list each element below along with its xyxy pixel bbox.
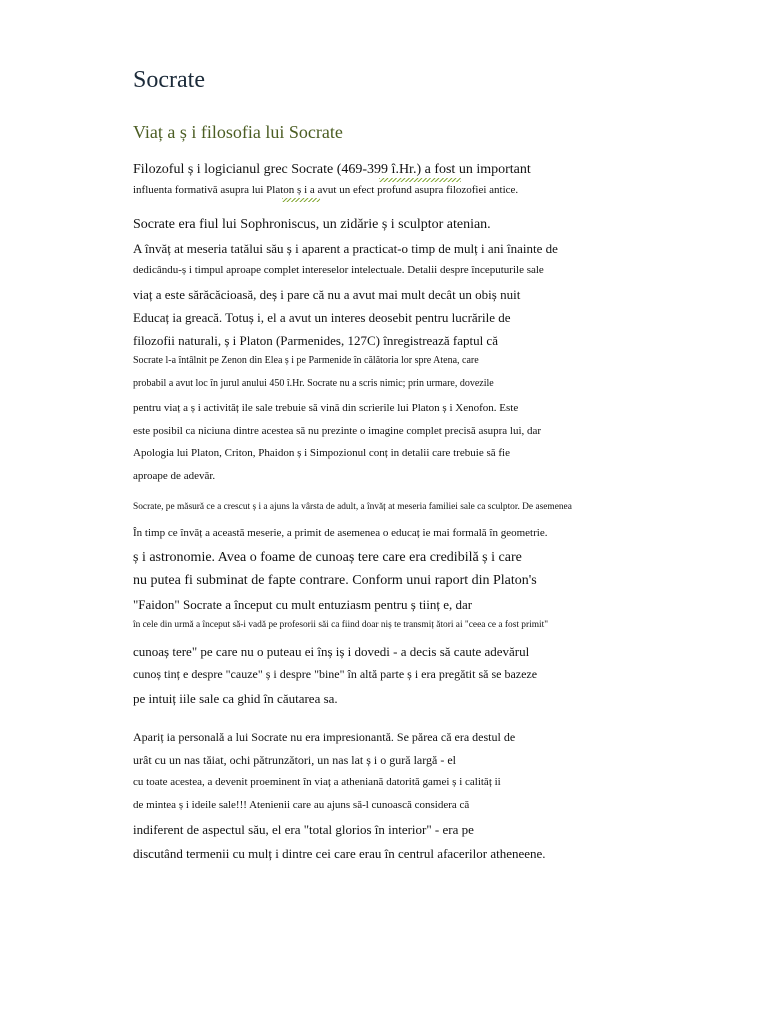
text-line: ș i astronomie. Avea o foame de cunoaș tere care era credibilă ș i care [133,550,522,565]
text-line: Apologia lui Platon, Criton, Phaidon ș i Simpozionul conț in detalii care trebuie să fie [133,447,510,459]
spellcheck-underline [379,178,461,182]
text-line: este posibil ca niciuna dintre acestea să nu prezinte o imagine complet precisă asupra lui, dar [133,425,542,437]
spellcheck-underline [282,198,320,202]
text-line: urât cu un nas tăiat, ochi pătrunzători, un nas lat ș i o gură largă - el [133,753,457,767]
text-line: Apariț ia personală a lui Socrate nu era impresionantă. Se părea că era destul de [133,730,516,744]
text-line: nu putea fi subminat de fapte contrare. Conform unui raport din Platon's [133,573,537,588]
text-line: în cele din urmă a început să-i vadă pe profesorii săi ca fiind doar niș te transmiț ători ai "ceea ce a fost primit" [133,620,549,630]
text-line: influenta formativă asupra lui Platon ș i a avut un efect profund asupra filozofiei antice. [133,184,519,196]
text-line: viaț a este sărăcăcioasă, deș i pare că nu a avut mai mult decât un obiș nuit [133,287,521,302]
text-line: Educaț ia greacă. Totuș i, el a avut un interes deosebit pentru lucrările de [133,310,511,325]
text-line: Socrate era fiul lui Sophroniscus, un zidărie ș i sculptor atenian. [133,217,491,232]
text-line: dedicându-ș i timpul aproape complet intereselor intelectuale. Detalii despre începuturile sale [133,264,544,276]
text-line: de mintea ș i ideile sale!!! Atenienii care au ajuns să-l cunoască considera că [133,799,470,811]
text-line: Socrate l-a întâlnit pe Zenon din Elea ș i pe Parmenide în călătoria lor spre Atena, care [133,355,479,366]
page-title: Socrate [133,67,205,93]
text-line: discutând termenii cu mulț i dintre cei care erau în centrul afacerilor atheneene. [133,846,546,861]
text-line: "Faidon" Socrate a început cu mult entuziasm pentru ș tiinț e, dar [133,597,473,612]
text-line: filozofii naturali, ș i Platon (Parmenides, 127C) înregistrează faptul că [133,333,498,348]
text-line: cu toate acestea, a devenit proeminent în viaț a atheniană datorită gamei ș i calităț ii [133,776,501,788]
text-line: aproape de adevăr. [133,470,216,482]
text-line: cunoș tinț e despre "cauze" ș i despre "bine" în altă parte ș i era pregătit să se bazeze [133,667,538,681]
text-line: În timp ce învăț a această meserie, a primit de asemenea o educaț ie mai formală în geometrie. [133,527,548,539]
section-heading: Viaț a ș i filosofia lui Socrate [133,122,343,142]
text-line: Socrate, pe măsură ce a crescut ș i a ajuns la vârsta de adult, a învăț at meseria familiei sale ca sculptor. De asemenea [133,502,572,512]
text-line: Filozoful ș i logicianul grec Socrate (469-399 î.Hr.) a fost un important [133,162,531,177]
text-line: cunoaș tere" pe care nu o puteau ei înș iș i dovedi - a decis să caute adevărul [133,644,530,659]
text-line: A învăț at meseria tatălui său ș i aparent a practicat-o timp de mulț i ani înainte de [133,241,558,256]
text-line: indiferent de aspectul său, el era "total glorios în interior" - era pe [133,822,474,837]
text-line: pe intuiț iile sale ca ghid în căutarea sa. [133,691,338,706]
text-line: pentru viaț a ș i activităț ile sale trebuie să vină din scrierile lui Platon ș i Xenofon. Este [133,402,519,414]
text-line: probabil a avut loc în jurul anului 450 î.Hr. Socrate nu a scris nimic; prin urmare, dovezile [133,378,494,389]
